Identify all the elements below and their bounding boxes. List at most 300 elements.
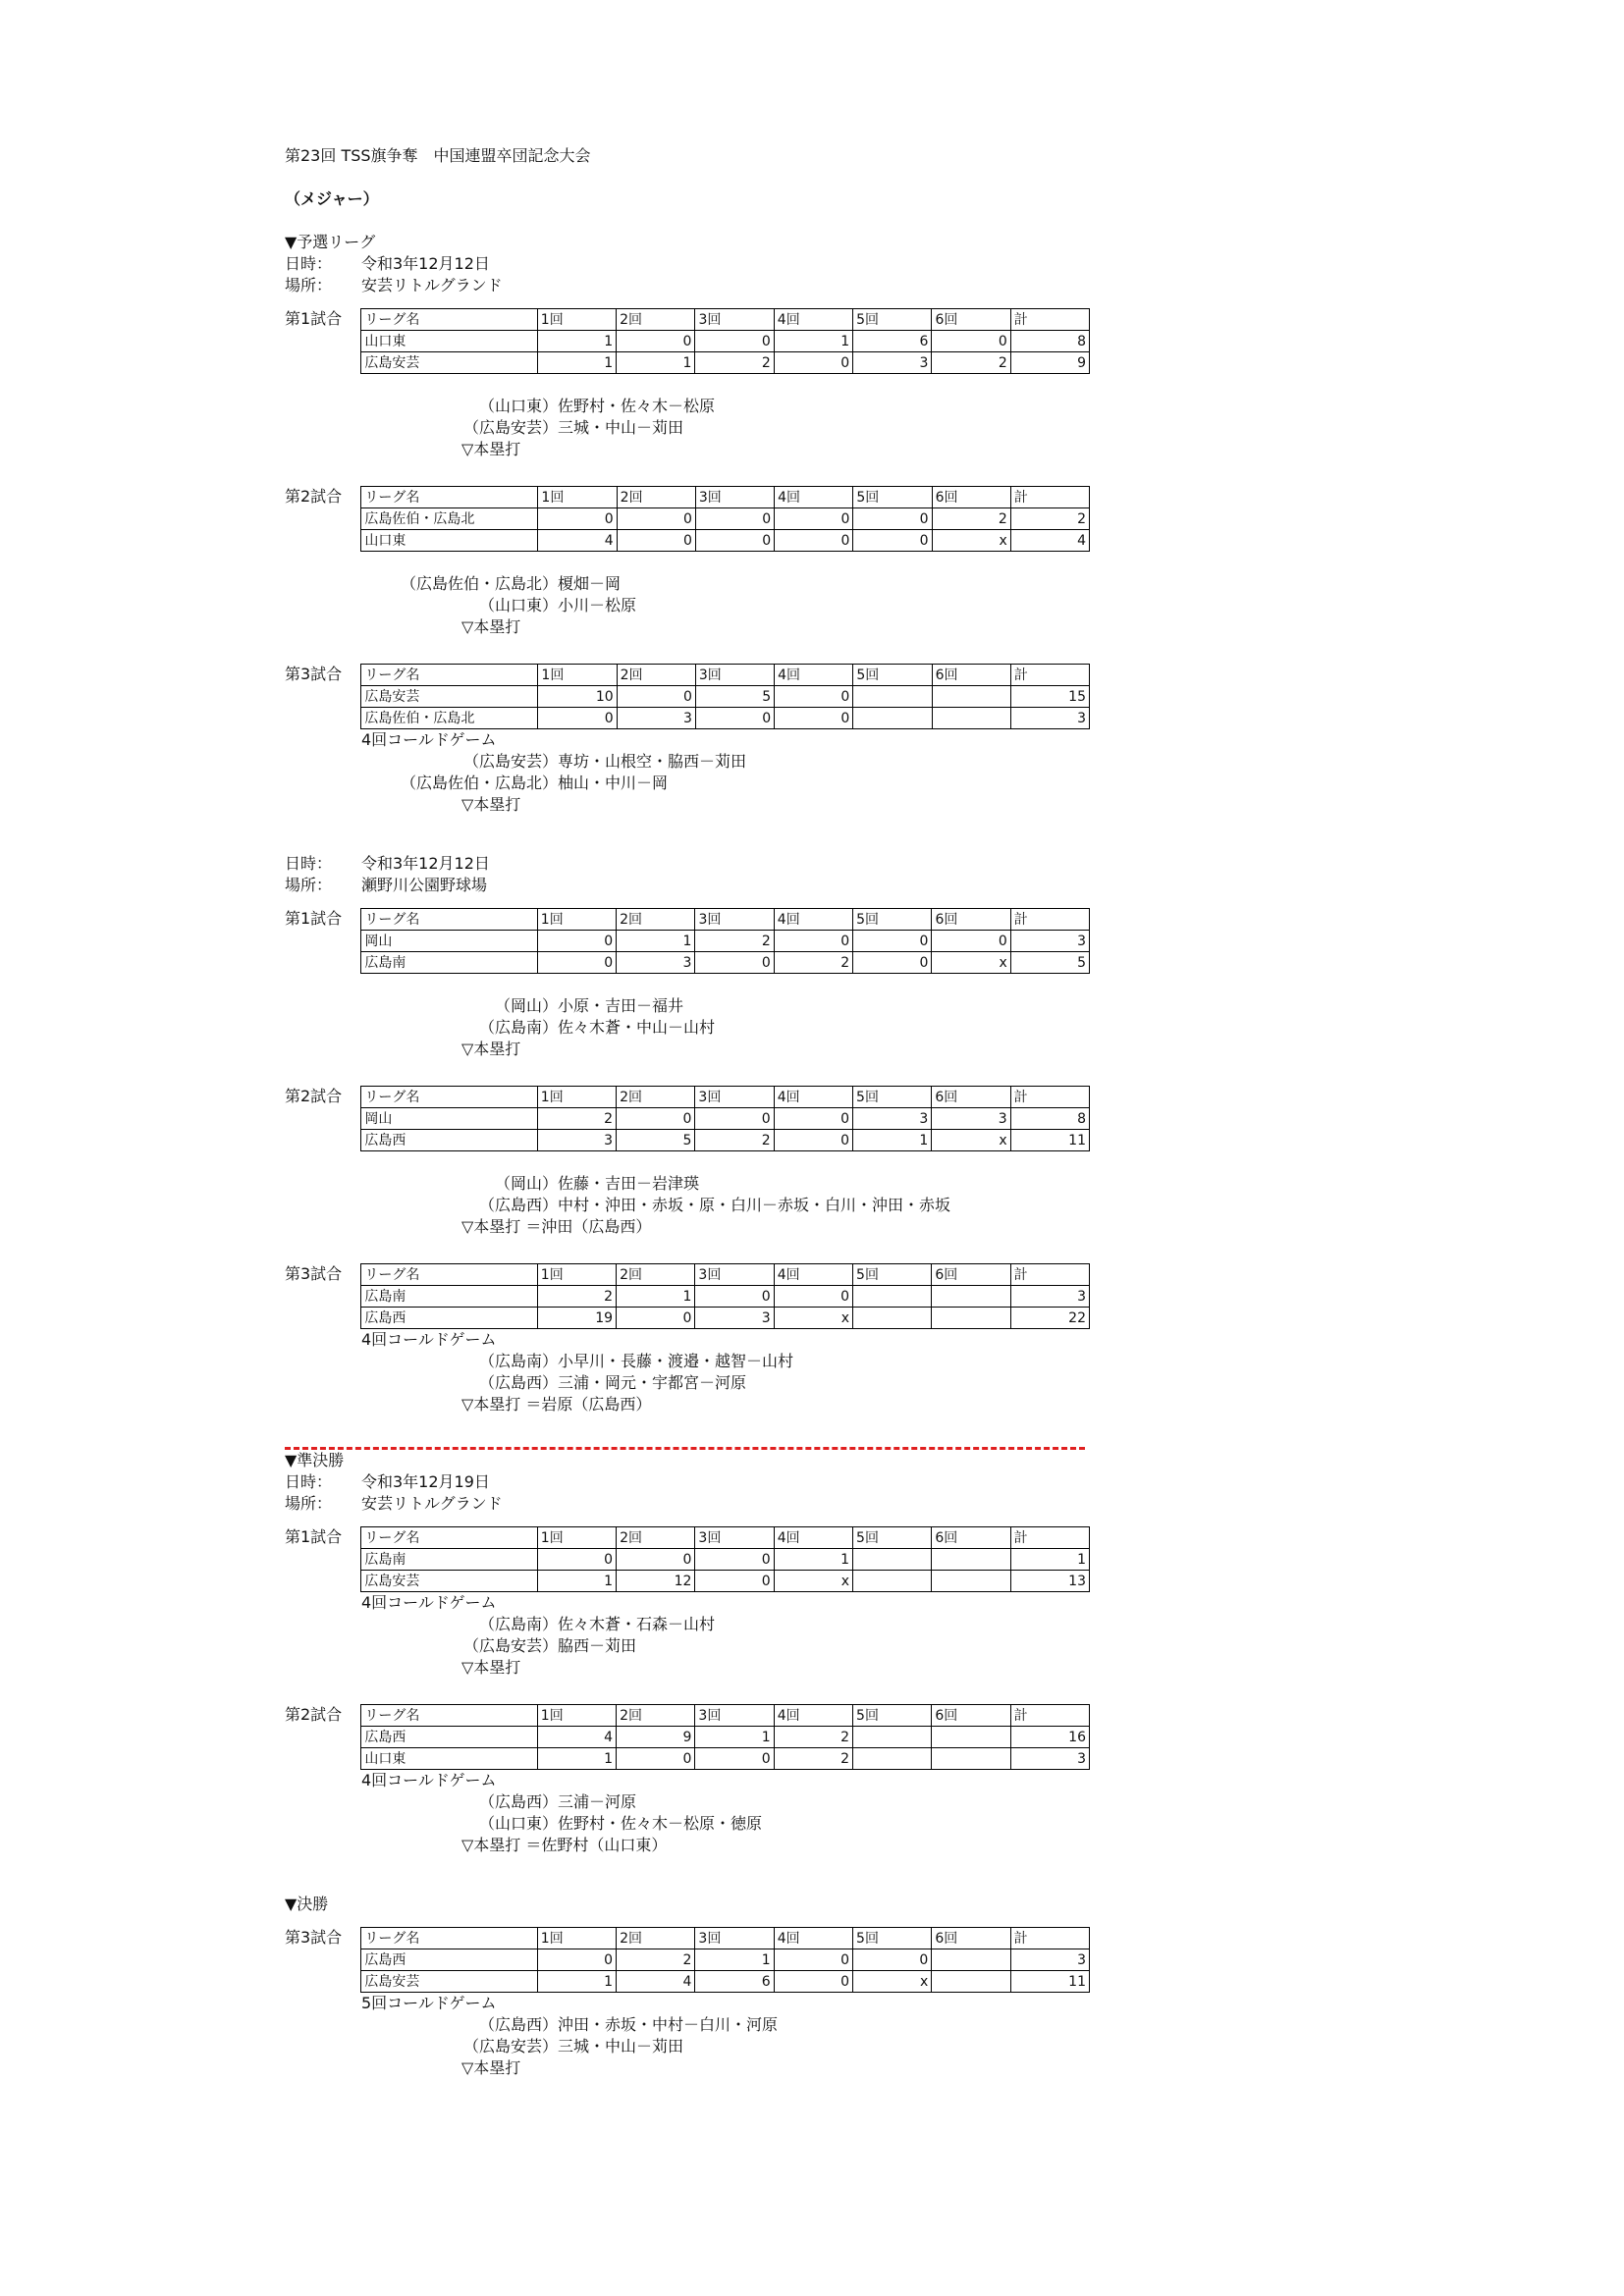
- game-row: [285, 664, 1090, 729]
- game-row: [285, 908, 1090, 974]
- header-league: リーグ名: [361, 1527, 537, 1549]
- inning-score: 3: [537, 1130, 616, 1151]
- inning-score: [932, 686, 1010, 708]
- score-row: [361, 331, 1090, 352]
- total-score: 16: [1010, 1727, 1089, 1748]
- inning-score: 1: [537, 1971, 616, 1993]
- division-label: （メジャー）: [285, 189, 379, 208]
- header-inning: 5回: [853, 487, 932, 508]
- inning-score: 0: [695, 708, 774, 729]
- inning-score: 6: [695, 1971, 774, 1993]
- score-row: [361, 1949, 1090, 1971]
- battery-note: （広島安芸）三城・中山－苅田: [463, 418, 684, 437]
- score-row: [361, 1286, 1090, 1308]
- score-table: [360, 1704, 1090, 1770]
- game-notes: [361, 396, 1090, 460]
- header-inning: 4回: [775, 487, 853, 508]
- game-notes: [361, 573, 1090, 638]
- inning-score: 3: [853, 1108, 932, 1130]
- header-inning: 5回: [853, 1264, 932, 1286]
- home-run-note: ▽本塁打: [461, 1040, 521, 1058]
- header-inning: 6回: [932, 487, 1010, 508]
- called-game-note: 4回コールドゲーム: [361, 1771, 497, 1789]
- game-block: [285, 1927, 1090, 2105]
- team-name: 広島南: [361, 1549, 537, 1571]
- score-row: [361, 1549, 1090, 1571]
- game-row: [285, 308, 1090, 374]
- game-row: [285, 1086, 1090, 1151]
- team-name: 広島佐伯・広島北: [361, 508, 538, 530]
- inning-score: 1: [617, 1286, 695, 1308]
- inning-score: 0: [695, 331, 774, 352]
- score-header-row: [361, 309, 1090, 331]
- home-run-note: ▽本塁打 ＝佐野村（山口東）: [461, 1836, 668, 1854]
- header-total: 計: [1010, 1705, 1089, 1727]
- inning-score: [932, 1286, 1010, 1308]
- header-inning: 3回: [695, 1705, 774, 1727]
- team-name: 広島西: [361, 1727, 537, 1748]
- inning-score: 0: [932, 931, 1010, 952]
- inning-score: 0: [617, 508, 695, 530]
- place-label: 場所：: [285, 276, 333, 294]
- total-score: 8: [1010, 331, 1089, 352]
- inning-score: 0: [537, 1549, 616, 1571]
- header-inning: 3回: [695, 1928, 774, 1949]
- header-inning: 1回: [538, 487, 617, 508]
- battery-note: （山口東）小川－松原: [479, 596, 637, 614]
- semi-heading: ▼準決勝: [285, 1451, 345, 1469]
- header-inning: 6回: [932, 1527, 1010, 1549]
- score-row: [361, 508, 1090, 530]
- inning-score: x: [853, 1971, 932, 1993]
- game-notes: [361, 751, 1090, 816]
- game-notes: [361, 1351, 1090, 1415]
- game-block: [285, 1263, 1090, 1441]
- score-row: [361, 931, 1090, 952]
- header-inning: 2回: [617, 665, 695, 686]
- inning-score: 0: [617, 686, 695, 708]
- semi-games: [285, 1526, 1090, 1882]
- header-inning: 6回: [932, 1928, 1010, 1949]
- inning-score: 0: [617, 1308, 695, 1329]
- score-row: [361, 686, 1090, 708]
- inning-score: 0: [695, 1108, 774, 1130]
- game-notes: [361, 1173, 1090, 1238]
- score-row: [361, 1971, 1090, 1993]
- game-label: 第2試合: [285, 1087, 343, 1105]
- inning-score: 1: [537, 1748, 616, 1770]
- header-inning: 2回: [617, 909, 695, 931]
- score-header-row: [361, 1705, 1090, 1727]
- prelim-heading: ▼予選リーグ: [285, 233, 376, 251]
- header-inning: 1回: [537, 1705, 616, 1727]
- place-label: 場所：: [285, 1494, 333, 1513]
- prelim-v1-date: [285, 253, 1090, 275]
- header-inning: 4回: [774, 1087, 852, 1108]
- inning-score: x: [932, 952, 1010, 974]
- battery-note: （広島西）三浦・岡元・宇都宮－河原: [479, 1373, 747, 1392]
- inning-score: 0: [774, 931, 852, 952]
- place-value: 瀬野川公園野球場: [361, 876, 488, 894]
- inning-score: 0: [537, 1949, 616, 1971]
- date-label: 日時：: [285, 254, 333, 273]
- inning-score: 0: [775, 708, 853, 729]
- header-inning: 1回: [537, 309, 616, 331]
- battery-note: （広島西）中村・沖田・赤坂・原・白川－赤坂・白川・沖田・赤坂: [479, 1196, 951, 1214]
- inning-score: 0: [853, 508, 932, 530]
- inning-score: [932, 1308, 1010, 1329]
- header-total: 計: [1010, 909, 1089, 931]
- place-label: 場所：: [285, 876, 333, 894]
- home-run-note: ▽本塁打: [461, 617, 521, 636]
- inning-score: 0: [538, 708, 617, 729]
- semi-date: [285, 1471, 1090, 1493]
- header-inning: 2回: [617, 309, 695, 331]
- header-inning: 6回: [932, 909, 1010, 931]
- inning-score: 2: [537, 1108, 616, 1130]
- inning-score: [853, 1727, 932, 1748]
- inning-score: 0: [617, 1108, 695, 1130]
- score-row: [361, 1748, 1090, 1770]
- prelim-venue2-games: [285, 908, 1090, 1441]
- team-name: 広島安芸: [361, 1571, 537, 1592]
- inning-score: 4: [538, 530, 617, 552]
- total-score: 3: [1010, 1748, 1089, 1770]
- inning-score: 0: [774, 352, 852, 374]
- header-inning: 2回: [617, 1087, 695, 1108]
- total-score: 15: [1010, 686, 1089, 708]
- total-score: 3: [1010, 1949, 1089, 1971]
- header-inning: 2回: [617, 1527, 695, 1549]
- header-total: 計: [1010, 1087, 1089, 1108]
- inning-score: 0: [695, 1748, 774, 1770]
- game-label: 第3試合: [285, 1264, 343, 1283]
- inning-score: [853, 1549, 932, 1571]
- game-notes: [361, 2014, 1090, 2079]
- header-league: リーグ名: [361, 1087, 537, 1108]
- battery-note: （山口東）佐野村・佐々木－松原: [479, 397, 716, 415]
- inning-score: 3: [695, 1308, 774, 1329]
- inning-score: 4: [617, 1971, 695, 1993]
- header-inning: 5回: [853, 1928, 932, 1949]
- header-total: 計: [1010, 665, 1089, 686]
- inning-score: 0: [774, 1286, 852, 1308]
- inning-score: [932, 1549, 1010, 1571]
- total-score: 2: [1010, 508, 1089, 530]
- inning-score: [853, 686, 932, 708]
- called-game-note: 4回コールドゲーム: [361, 1330, 497, 1349]
- header-inning: 3回: [695, 665, 774, 686]
- header-inning: 1回: [537, 1928, 616, 1949]
- team-name: 広島佐伯・広島北: [361, 708, 538, 729]
- header-inning: 3回: [695, 1264, 774, 1286]
- header-total: 計: [1010, 1527, 1089, 1549]
- called-game-note: 4回コールドゲーム: [361, 730, 497, 749]
- date-value: 令和3年12月12日: [361, 854, 490, 873]
- game-label: 第2試合: [285, 487, 343, 506]
- inning-score: [932, 1748, 1010, 1770]
- inning-score: 0: [774, 1130, 852, 1151]
- inning-score: 1: [617, 352, 695, 374]
- inning-score: 0: [695, 508, 774, 530]
- inning-score: 3: [853, 352, 932, 374]
- header-inning: 4回: [774, 309, 852, 331]
- header-inning: 6回: [932, 1087, 1010, 1108]
- prelim-v1-place: [285, 275, 1090, 296]
- score-row: [361, 1727, 1090, 1748]
- inning-score: x: [774, 1308, 852, 1329]
- inning-score: 0: [853, 952, 932, 974]
- header-league: リーグ名: [361, 1264, 537, 1286]
- place-value: 安芸リトルグランド: [361, 276, 503, 294]
- game-label: 第3試合: [285, 665, 343, 683]
- header-league: リーグ名: [361, 309, 537, 331]
- header-inning: 6回: [932, 1264, 1010, 1286]
- inning-score: 1: [774, 1549, 852, 1571]
- header-inning: 4回: [774, 1527, 852, 1549]
- inning-score: 4: [537, 1727, 616, 1748]
- home-run-note: ▽本塁打 ＝沖田（広島西）: [461, 1217, 652, 1236]
- called-game-note: 5回コールドゲーム: [361, 1994, 497, 2012]
- called-game-note: [361, 1151, 1090, 1173]
- score-row: [361, 708, 1090, 729]
- inning-score: 0: [695, 1571, 774, 1592]
- date-value: 令和3年12月12日: [361, 254, 490, 273]
- inning-score: 1: [695, 1949, 774, 1971]
- team-name: 広島南: [361, 1286, 537, 1308]
- header-inning: 3回: [695, 1087, 774, 1108]
- header-inning: 6回: [932, 665, 1010, 686]
- inning-score: 2: [774, 1727, 852, 1748]
- header-inning: 4回: [774, 909, 852, 931]
- inning-score: 19: [537, 1308, 616, 1329]
- inning-score: 2: [774, 1748, 852, 1770]
- team-name: 山口東: [361, 331, 537, 352]
- inning-score: 0: [695, 952, 774, 974]
- header-inning: 2回: [617, 487, 695, 508]
- inning-score: 2: [932, 352, 1010, 374]
- team-name: 広島安芸: [361, 686, 538, 708]
- inning-score: 1: [774, 331, 852, 352]
- document: [285, 145, 1090, 2105]
- battery-note: （岡山）佐藤・吉田－岩津瑛: [495, 1174, 700, 1193]
- header-inning: 2回: [617, 1705, 695, 1727]
- document-title: 第23回 TSS旗争奪 中国連盟卒団記念大会: [285, 146, 591, 165]
- total-score: 8: [1010, 1108, 1089, 1130]
- inning-score: 0: [537, 931, 616, 952]
- total-score: 13: [1010, 1571, 1089, 1592]
- header-inning: 3回: [695, 487, 774, 508]
- header-inning: 4回: [774, 1705, 852, 1727]
- header-inning: 6回: [932, 1705, 1010, 1727]
- header-inning: 2回: [617, 1264, 695, 1286]
- inning-score: 3: [617, 952, 695, 974]
- prelim-v2-place: [285, 875, 1090, 896]
- battery-note: （広島佐伯・広島北）榎畑－岡: [401, 574, 622, 593]
- total-score: 11: [1010, 1971, 1089, 1993]
- total-score: 3: [1010, 708, 1089, 729]
- header-inning: 1回: [538, 665, 617, 686]
- game-block: [285, 486, 1090, 664]
- header-total: 計: [1010, 309, 1089, 331]
- game-block: [285, 908, 1090, 1086]
- team-name: 広島西: [361, 1308, 537, 1329]
- score-table: [360, 1263, 1090, 1329]
- header-inning: 5回: [853, 309, 932, 331]
- game-row: [285, 486, 1090, 552]
- inning-score: 5: [695, 686, 774, 708]
- total-score: 4: [1010, 530, 1089, 552]
- inning-score: 3: [932, 1108, 1010, 1130]
- battery-note: （広島南）小早川・長藤・渡邉・越智－山村: [479, 1352, 794, 1370]
- inning-score: 2: [617, 1949, 695, 1971]
- header-league: リーグ名: [361, 1705, 537, 1727]
- inning-score: 0: [537, 952, 616, 974]
- score-header-row: [361, 1264, 1090, 1286]
- header-total: 計: [1010, 1264, 1089, 1286]
- inning-score: 0: [695, 1286, 774, 1308]
- score-row: [361, 530, 1090, 552]
- inning-score: 0: [774, 1971, 852, 1993]
- header-inning: 5回: [853, 665, 932, 686]
- inning-score: 1: [617, 931, 695, 952]
- inning-score: 0: [617, 331, 695, 352]
- game-block: [285, 1526, 1090, 1704]
- score-header-row: [361, 1527, 1090, 1549]
- inning-score: [932, 1727, 1010, 1748]
- team-name: 広島南: [361, 952, 537, 974]
- home-run-note: ▽本塁打: [461, 2058, 521, 2077]
- battery-note: （広島南）佐々木蒼・石森－山村: [479, 1615, 716, 1633]
- inning-score: 5: [617, 1130, 695, 1151]
- date-label: 日時：: [285, 854, 333, 873]
- inning-score: 0: [774, 1108, 852, 1130]
- team-name: 広島西: [361, 1949, 537, 1971]
- inning-score: [932, 708, 1010, 729]
- inning-score: 1: [853, 1130, 932, 1151]
- score-table: [360, 1927, 1090, 1993]
- battery-note: （岡山）小原・吉田－福井: [495, 996, 684, 1015]
- game-label: 第3試合: [285, 1928, 343, 1947]
- game-notes: [361, 1614, 1090, 1679]
- inning-score: 1: [695, 1727, 774, 1748]
- inning-score: [853, 1308, 932, 1329]
- semi-place: [285, 1493, 1090, 1515]
- header-league: リーグ名: [361, 487, 538, 508]
- inning-score: 9: [617, 1727, 695, 1748]
- team-name: 広島西: [361, 1130, 537, 1151]
- inning-score: 0: [853, 1949, 932, 1971]
- header-inning: 5回: [853, 1527, 932, 1549]
- battery-note: （広島西）沖田・赤坂・中村－白川・河原: [479, 2015, 779, 2034]
- game-block: [285, 1704, 1090, 1882]
- header-total: 計: [1010, 487, 1089, 508]
- inning-score: 2: [695, 931, 774, 952]
- inning-score: 6: [853, 331, 932, 352]
- battery-note: （山口東）佐野村・佐々木－松原・徳原: [479, 1814, 763, 1833]
- total-score: 1: [1010, 1549, 1089, 1571]
- header-league: リーグ名: [361, 909, 537, 931]
- home-run-note: ▽本塁打: [461, 440, 521, 458]
- score-header-row: [361, 487, 1090, 508]
- score-header-row: [361, 909, 1090, 931]
- home-run-note: ▽本塁打: [461, 1658, 521, 1677]
- inning-score: 0: [775, 686, 853, 708]
- battery-note: （広島南）佐々木蒼・中山－山村: [479, 1018, 716, 1037]
- header-inning: 3回: [695, 309, 774, 331]
- inning-score: [932, 1949, 1010, 1971]
- game-block: [285, 1086, 1090, 1263]
- header-inning: 4回: [774, 1264, 852, 1286]
- prelim-v2-date: [285, 853, 1090, 875]
- header-inning: 1回: [537, 1527, 616, 1549]
- total-score: 5: [1010, 952, 1089, 974]
- called-game-note: [361, 552, 1090, 573]
- inning-score: 2: [537, 1286, 616, 1308]
- inning-score: [932, 1571, 1010, 1592]
- inning-score: x: [932, 530, 1010, 552]
- inning-score: 1: [537, 331, 616, 352]
- header-inning: 3回: [695, 1527, 774, 1549]
- score-header-row: [361, 1087, 1090, 1108]
- score-header-row: [361, 1928, 1090, 1949]
- score-table: [360, 1526, 1090, 1592]
- inning-score: 1: [537, 352, 616, 374]
- team-name: 岡山: [361, 931, 537, 952]
- inning-score: 0: [853, 530, 932, 552]
- header-league: リーグ名: [361, 1928, 537, 1949]
- called-game-note: 4回コールドゲーム: [361, 1593, 497, 1612]
- inning-score: 0: [617, 530, 695, 552]
- inning-score: 0: [932, 331, 1010, 352]
- inning-score: 2: [695, 352, 774, 374]
- header-inning: 6回: [932, 309, 1010, 331]
- date-label: 日時：: [285, 1472, 333, 1491]
- inning-score: [853, 1286, 932, 1308]
- battery-note: （広島安芸）専坊・山根空・脇西－苅田: [463, 752, 747, 771]
- inning-score: 0: [853, 931, 932, 952]
- header-inning: 4回: [775, 665, 853, 686]
- battery-note: （広島西）三浦－河原: [479, 1792, 637, 1811]
- called-game-note: [361, 974, 1090, 995]
- inning-score: 0: [774, 1949, 852, 1971]
- score-row: [361, 1108, 1090, 1130]
- prelim-venue1-games: [285, 308, 1090, 841]
- team-name: 山口東: [361, 1748, 537, 1770]
- inning-score: 0: [695, 1549, 774, 1571]
- game-label: 第1試合: [285, 1527, 343, 1546]
- score-table: [360, 1086, 1090, 1151]
- header-inning: 4回: [774, 1928, 852, 1949]
- total-score: 22: [1010, 1308, 1089, 1329]
- header-total: 計: [1010, 1928, 1089, 1949]
- date-value: 令和3年12月19日: [361, 1472, 490, 1491]
- game-notes: [361, 995, 1090, 1060]
- inning-score: 0: [617, 1748, 695, 1770]
- game-notes: [361, 1791, 1090, 1856]
- header-inning: 1回: [537, 1087, 616, 1108]
- header-inning: 1回: [537, 1264, 616, 1286]
- team-name: 広島安芸: [361, 352, 537, 374]
- score-table: [360, 908, 1090, 974]
- inning-score: 0: [538, 508, 617, 530]
- game-block: [285, 308, 1090, 486]
- header-inning: 3回: [695, 909, 774, 931]
- inning-score: [932, 1971, 1010, 1993]
- team-name: 広島安芸: [361, 1971, 537, 1993]
- total-score: 3: [1010, 931, 1089, 952]
- total-score: 3: [1010, 1286, 1089, 1308]
